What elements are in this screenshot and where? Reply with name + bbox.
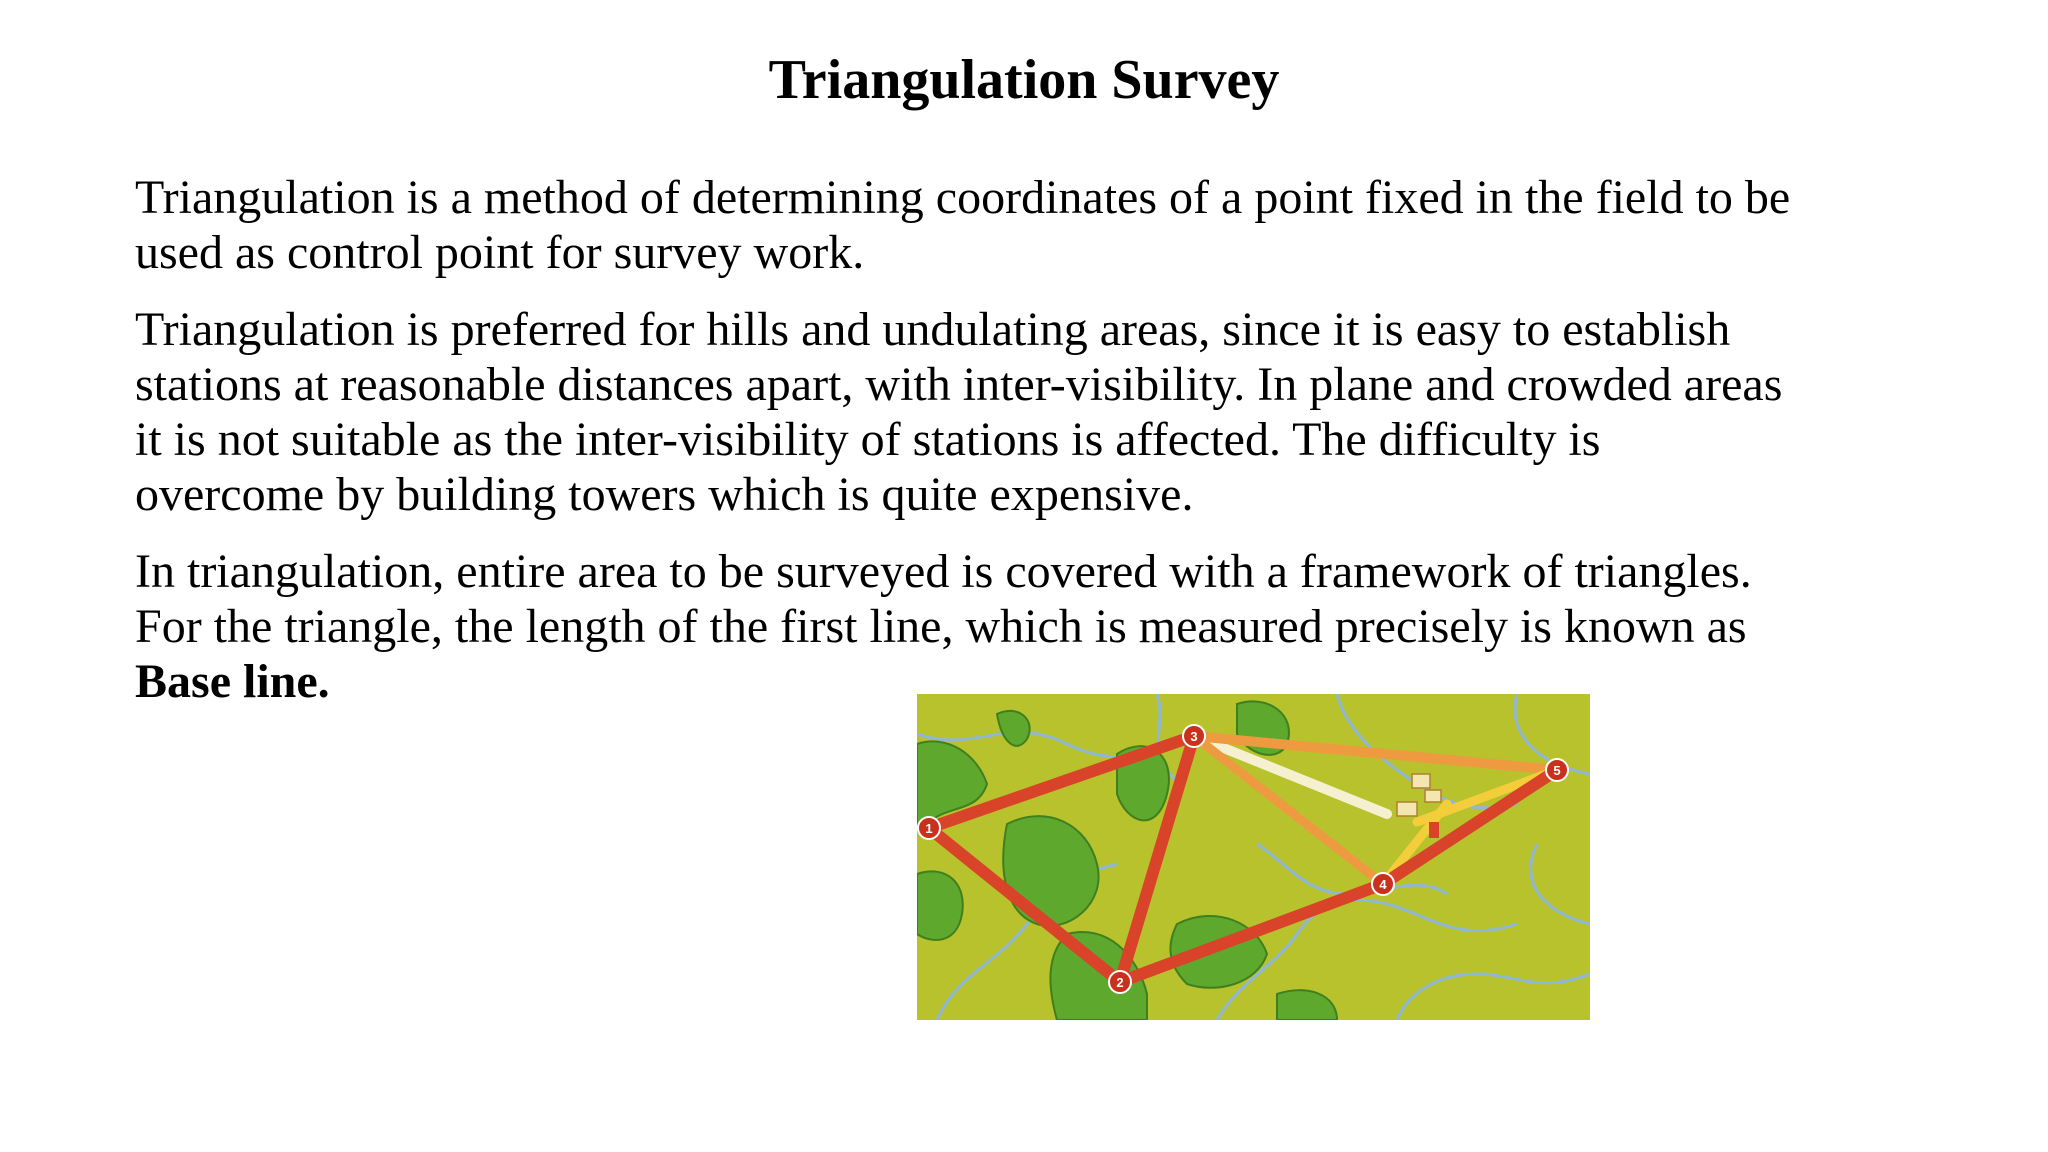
station-2 [1109,971,1131,993]
forest-patch [917,871,963,940]
station-3 [1183,725,1205,747]
building [1397,802,1417,816]
base-line-term: Base line. [135,655,330,708]
station-1 [918,817,940,839]
paragraph-framework [135,544,1795,709]
paragraph-suitability: Triangulation is preferred for hills and undulating areas, since it is easy to establish stations at reasonable distances apart, with inter-visibility. In plane and crowded areas it is not suitable as the inter-visibility of stations is affected. The difficulty is overcome by building towers which is quite expensive. [135,303,1783,521]
paragraph-framework-text: In triangulation, entire area to be surveyed is covered with a framework of triangles. For the triangle, the length of the first line, which is measured precisely is known as [135,545,1752,653]
station-5 [1546,759,1568,781]
station-label: 5 [1553,763,1561,778]
triangulation-map-svg [917,694,1590,1020]
building [1412,774,1430,788]
paragraph-definition: Triangulation is a method of determining coordinates of a point fixed in the field to be used as control point for survey work. [135,171,1791,279]
triangulation-map-illustration [917,694,1590,1020]
tower-marker [1429,822,1439,838]
slide-title: Triangulation Survey [768,49,1280,111]
station-label: 2 [1116,975,1124,990]
station-label: 1 [925,821,933,836]
building [1425,790,1441,802]
station-label: 4 [1379,877,1387,892]
slide-body [135,170,1795,731]
station-4 [1372,873,1394,895]
station-label: 3 [1190,729,1198,744]
